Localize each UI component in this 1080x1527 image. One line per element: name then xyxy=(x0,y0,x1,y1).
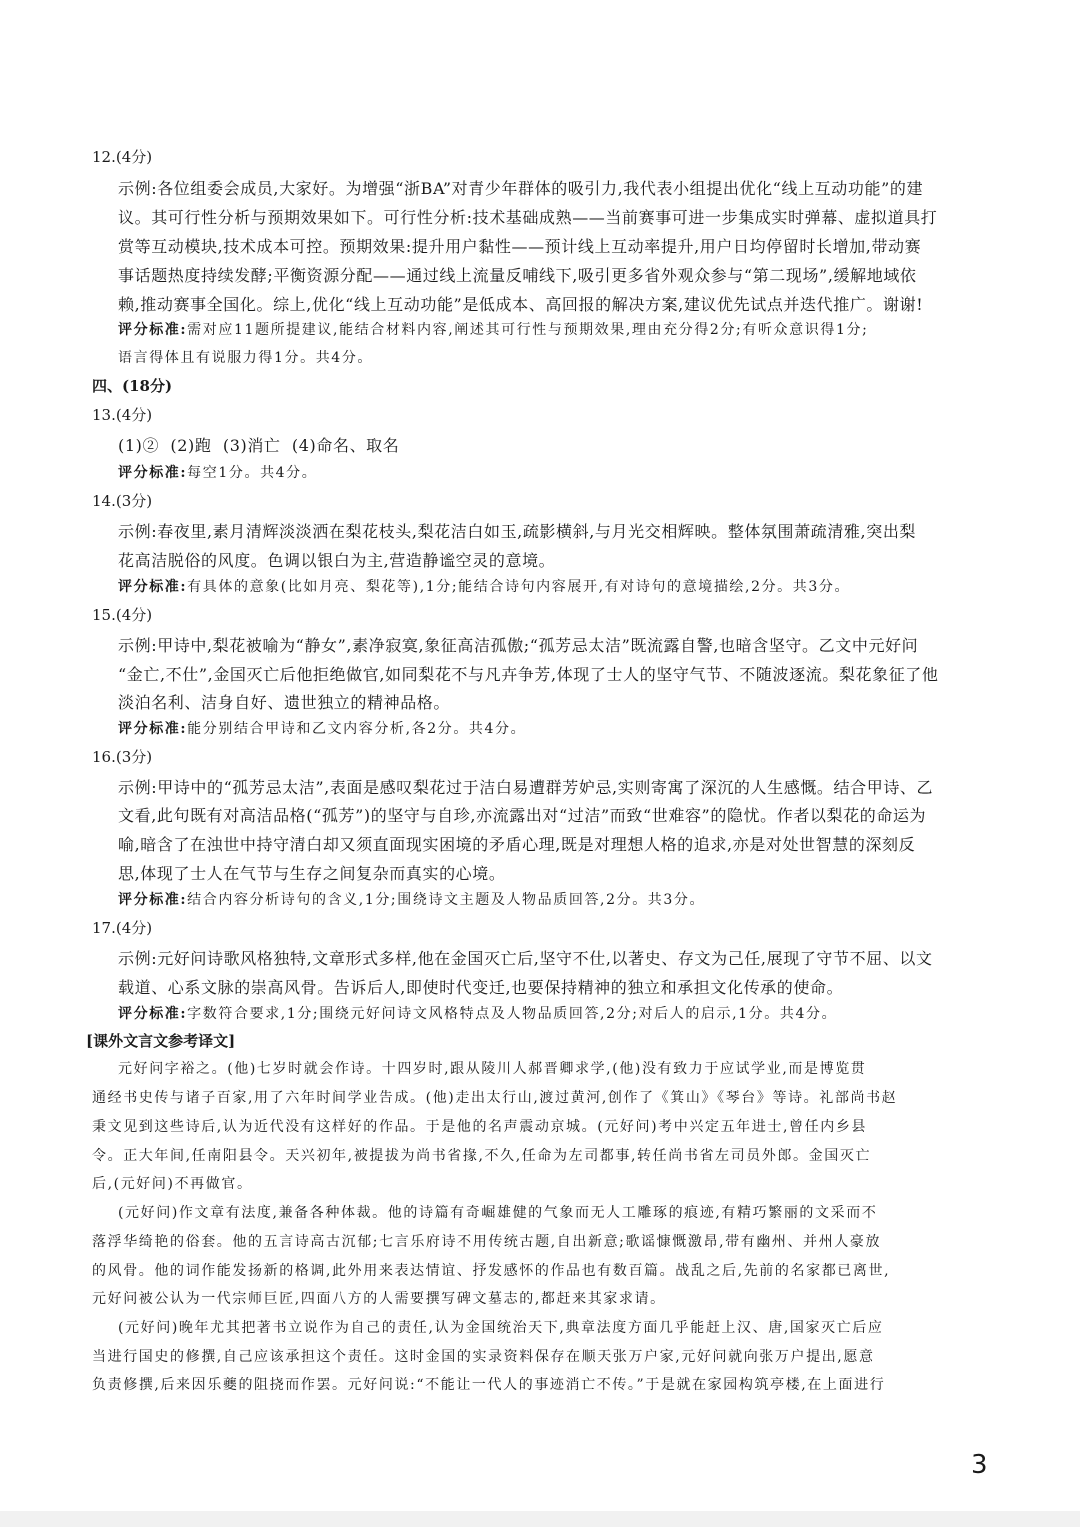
section-header: 四、(18分) xyxy=(92,377,173,395)
translation-line: 落浮华绮艳的俗套。他的五言诗高古沉郁;七言乐府诗不用传统古题,自出新意;歌谣慷慨激昂,带有幽州、并州人豪放 xyxy=(92,1234,882,1250)
q16-example-line: 文看,此句既有对高洁品格(“孤芳”)的坚守与自珍,亦流露出对“过洁”而致“世难容”的隐忧。作者以梨花的命运为 xyxy=(118,806,927,825)
translation-line: 元好问字裕之。(他)七岁时就会作诗。十四岁时,跟从陵川人郝晋卿求学,(他)没有致力于应试学业,而是博览贯 xyxy=(118,1061,867,1077)
grading-label: 评分标准: xyxy=(118,465,188,481)
page-number: 3 xyxy=(971,1450,988,1480)
q15-example-line: “金亡,不仕”,金国灭亡后他拒绝做官,如同梨花不与凡卉争芳,体现了士人的坚守气节、不随波逐流。梨花象征了他 xyxy=(118,665,939,684)
translation-line: 后,(元好问)不再做官。 xyxy=(92,1176,253,1192)
q16-example-line: 思,体现了士人在气节与生存之间复杂而真实的心境。 xyxy=(118,864,506,883)
grading-label: 评分标准: xyxy=(118,322,188,338)
q12-example-line: 赏等互动模块,技术成本可控。预期效果:提升用户黏性——预计线上互动率提升,用户日均停留时长增加,带动赛 xyxy=(118,237,922,256)
q15-grading xyxy=(118,718,526,738)
grading-label: 评分标准: xyxy=(118,579,188,595)
q15-header: 15.(4分) xyxy=(92,606,153,624)
translation-line: (元好问)晚年尤其把著书立说作为自己的责任,认为金国统治天下,典章法度方面几乎能赶上汉、唐,国家灭亡后应 xyxy=(118,1320,884,1336)
q12-header: 12.(4分) xyxy=(92,148,153,166)
grading-text: 每空1分。共4分。 xyxy=(187,465,318,481)
translation-line: 令。正大年间,任南阳县令。天兴初年,被提拔为尚书省掾,不久,任命为左司都事,转任尚书省左司员外郎。金国灭亡 xyxy=(92,1148,872,1164)
q16-example-line: 示例:甲诗中的“孤芳忌太洁”,表面是感叹梨花过于洁白易遭群芳妒忌,实则寄寓了深沉的人生感慨。结合甲诗、乙 xyxy=(118,778,934,797)
translation-line: (元好问)作文章有法度,兼备各种体裁。他的诗篇有奇崛雄健的气象而无人工雕琢的痕迹,有精巧繁丽的文采而不 xyxy=(118,1205,878,1221)
q16-example-line: 喻,暗含了在浊世中持守清白却又须直面现实困境的矛盾心理,既是对理想人格的追求,亦是对处世智慧的深刻反 xyxy=(118,835,916,854)
q12-grading xyxy=(118,319,868,339)
q17-grading xyxy=(118,1003,837,1023)
q16-header: 16.(3分) xyxy=(92,748,153,766)
q13-grading xyxy=(118,462,317,482)
q17-example-line: 载道、心系文脉的崇高风骨。告诉后人,即使时代变迁,也要保持精神的独立和承担文化传承的使命。 xyxy=(118,978,844,997)
grading-text: 结合内容分析诗句的含义,1分;围绕诗文主题及人物品质回答,2分。共3分。 xyxy=(187,892,706,908)
q17-header: 17.(4分) xyxy=(92,919,153,937)
q15-example-line: 淡泊名利、洁身自好、遗世独立的精神品格。 xyxy=(118,693,451,712)
page-bottom-edge xyxy=(0,1511,1080,1527)
grading-label: 评分标准: xyxy=(118,1006,188,1022)
q13-header: 13.(4分) xyxy=(92,406,153,424)
translation-line: 当进行国史的修撰,自己应该承担这个责任。这时金国的实录资料保存在顺天张万户家,元好问就向张万户提出,愿意 xyxy=(92,1349,875,1365)
grading-text: 需对应11题所提建议,能结合材料内容,阐述其可行性与预期效果,理由充分得2分;有听众意识得1分; xyxy=(187,322,869,338)
q13-answers: (1)② (2)跑 (3)消亡 (4)命名、取名 xyxy=(118,436,400,455)
q12-example-line: 议。其可行性分析与预期效果如下。可行性分析:技术基础成熟——当前赛事可进一步集成实时弹幕、虚拟道具打 xyxy=(118,208,938,227)
q14-example-line: 花高洁脱俗的风度。色调以银白为主,营造静谧空灵的意境。 xyxy=(118,551,556,570)
grading-text: 能分别结合甲诗和乙文内容分析,各2分。共4分。 xyxy=(187,721,527,737)
translation-line: 通经书史传与诸子百家,用了六年时间学业告成。(他)走出太行山,渡过黄河,创作了《箕山》《琴台》等诗。礼部尚书赵 xyxy=(92,1090,898,1106)
translation-line: 负责修撰,后来因乐夔的阻挠而作罢。元好问说:“不能让一代人的事迹消亡不传。”于是就在家园构筑亭楼,在上面进行 xyxy=(92,1377,886,1393)
grading-text: 字数符合要求,1分;围绕元好问诗文风格特点及人物品质回答,2分;对后人的启示,1分。共4分。 xyxy=(187,1006,838,1022)
q12-grading-line: 语言得体且有说服力得1分。共4分。 xyxy=(118,350,374,366)
translation-line: 的风骨。他的词作能发扬新的格调,此外用来表达情谊、抒发感怀的作品也有数百篇。战乱之后,先前的名家都已离世, xyxy=(92,1263,891,1279)
q17-example-line: 示例:元好问诗歌风格独特,文章形式多样,他在金国灭亡后,坚守不仕,以著史、存文为己任,展现了守节不屈、以文 xyxy=(118,949,933,968)
q15-example-line: 示例:甲诗中,梨花被喻为“静女”,素净寂寞,象征高洁孤傲;“孤芳忌太洁”既流露自警,也暗含坚守。乙文中元好问 xyxy=(118,636,919,655)
q12-example-line: 示例:各位组委会成员,大家好。为增强“浙BA”对青少年群体的吸引力,我代表小组提出优化“线上互动功能”的建 xyxy=(118,179,924,198)
translation-line: 秉文见到这些诗后,认为近代没有这样好的作品。于是他的名声震动京城。(元好问)考中兴定五年进士,曾任内乡县 xyxy=(92,1119,868,1135)
q12-example-line: 赖,推动赛事全国化。综上,优化“线上互动功能”是低成本、高回报的解决方案,建议优先试点并迭代推广。谢谢! xyxy=(118,295,924,314)
q14-example-line: 示例:春夜里,素月清辉淡淡洒在梨花枝头,梨花洁白如玉,疏影横斜,与月光交相辉映。整体氛围萧疏清雅,突出梨 xyxy=(118,522,917,541)
q14-grading xyxy=(118,576,850,596)
q16-grading xyxy=(118,889,705,909)
translation-line: 元好问被公认为一代宗师巨匠,四面八方的人需要撰写碑文墓志的,都赶来其家求请。 xyxy=(92,1291,666,1307)
translation-title: [课外文言文参考译文] xyxy=(86,1032,236,1050)
grading-label: 评分标准: xyxy=(118,721,188,737)
grading-label: 评分标准: xyxy=(118,892,188,908)
grading-text: 有具体的意象(比如月亮、梨花等),1分;能结合诗句内容展开,有对诗句的意境描绘,2分。共3分。 xyxy=(187,579,851,595)
q14-header: 14.(3分) xyxy=(92,492,153,510)
q12-example-line: 事话题热度持续发酵;平衡资源分配——通过线上流量反哺线下,吸引更多省外观众参与“第二现场”,缓解地域依 xyxy=(118,266,917,285)
